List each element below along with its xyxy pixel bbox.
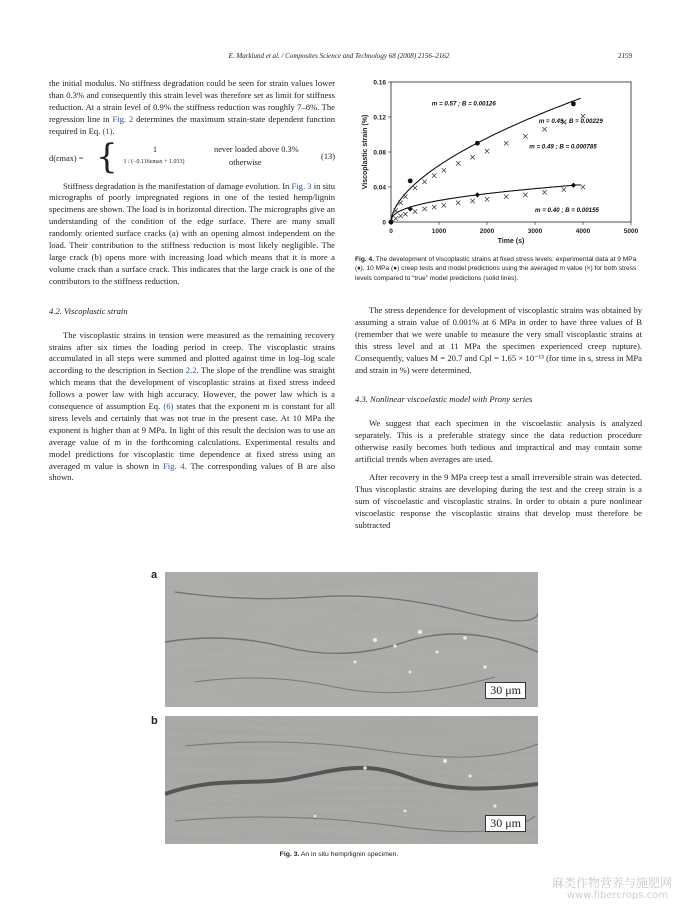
x-axis-label: Time (s) (497, 238, 525, 245)
chart-annotation: m = 0.49 ; B = 0.000785 (529, 143, 597, 151)
figure-4-caption (355, 255, 642, 283)
micrograph-image-b (165, 716, 538, 844)
x-tick-label: 3000 (527, 228, 543, 235)
caption-text: The development of viscoplastic strains at fixed stress levels: experimental data at 9 MPa (♦), 10 MPa (●) creep tests and model predictions using the averaged m value (×) for both stress levels compared to “true” model predictions (solid lines). (355, 256, 637, 282)
caption-text: An in situ hemp/lignin specimen. (300, 851, 399, 858)
paragraph: We suggest that each specimen in the viscoelastic analysis is analyzed separately. This is a preferable strategy since the data reduction procedure otherwise easily becomes both tedious and impractical and may contain some artificial trends when averages are used. (355, 418, 642, 465)
x-tick-label: 1000 (431, 228, 447, 235)
chart-annotation: m = 0.40 ; B = 0.00155 (535, 206, 599, 214)
y-axis-label: Viscoplastic strain (%) (362, 114, 369, 190)
watermark-text: 麻类作物营养与施肥网 (551, 876, 672, 890)
data-point-10mpa (475, 141, 480, 146)
data-point-10mpa (571, 101, 576, 106)
equation-case2-condition: otherwise (229, 157, 262, 167)
y-tick-label: 0.16 (373, 79, 386, 87)
figure-link[interactable]: Fig. 2 (112, 113, 134, 124)
figure-3-caption (0, 851, 678, 858)
scale-bar-a: 30 μm (485, 682, 526, 699)
micrograph-image-a (165, 572, 538, 707)
x-tick-label: 5000 (623, 228, 639, 235)
y-tick-label: 0.04 (373, 184, 386, 192)
equation-lhs: d(εmax) = (49, 153, 84, 163)
paragraph: the initial modulus. No stiffness degradation could be seen for strain values lower than 0.3% and consequently this strain level was therefore set as limit for stiffness reduction. At a strain level of 0.9% the stiffness reduction was roughly 7–8%. The regression line in Fig. 2 determines the maximum strain-state dependent function required in Eq. (1). (49, 78, 336, 136)
y-tick-label: 0.12 (373, 114, 386, 122)
equation-case1-value: 1 (152, 144, 158, 154)
y-tick-label: 0 (382, 219, 386, 227)
x-tick-label: 2000 (479, 228, 495, 235)
x-tick-label: 0 (389, 228, 393, 235)
panel-label-b: b (151, 715, 158, 727)
chart-annotation: m = 0.57 ; B = 0.00126 (431, 100, 496, 108)
caption-label: Fig. 4. (355, 256, 375, 263)
chart-annotation: m = 0.49 ; B = 0.00229 (538, 118, 603, 126)
page-number: 2159 (618, 52, 632, 60)
scale-bar-b: 30 μm (485, 815, 526, 832)
figure-4-chart (355, 78, 643, 254)
equation-link[interactable]: (6) (163, 401, 174, 412)
section-heading: 4.3. Nonlinear viscoelastic model with Prony series (355, 394, 533, 405)
panel-label-a: a (151, 569, 158, 581)
viscoplastic-strain-chart (355, 78, 643, 254)
right-column (355, 305, 642, 532)
left-column (49, 78, 335, 484)
watermark-url: www.fibercrops.com (566, 890, 668, 901)
figure-link[interactable]: Fig. 3 (291, 180, 312, 191)
equation-number: (13) (321, 151, 335, 161)
section-link[interactable]: 2.2 (185, 365, 197, 376)
journal-citation: E. Marklund et al. / Composites Science and Technology 68 (2008) 2156–2162 (228, 52, 450, 60)
figure-link[interactable]: Fig. 4 (162, 460, 185, 471)
data-point-10mpa (408, 178, 413, 183)
plot-area (391, 82, 631, 222)
equation-case1-condition: never loaded above 0.3% (214, 144, 299, 154)
paragraph: Stiffness degradation is the manifestation of damage evolution. In Fig. 3 in situ micrographs of poorly impregnated regions in one of the tested hemp/lignin specimens are shown. The load is in horizontal direction. The micrographs give an understanding of the condition of the edge surface. There are many small randomly oriented surface cracks (a) with an opening almost independent on the load. Their contribution to the stiffness reduction is most likely negligible. The large crack (b) opens more with increasing load which means that it is more a volume crack than a surface crack. This indicates that the large crack is one of the contributors to the stiffness reduction. (49, 180, 335, 286)
micrograph-b (165, 716, 538, 844)
y-tick-label: 0.08 (373, 149, 386, 157)
section-heading: 4.2. Viscoplastic strain (49, 305, 128, 316)
equation-link[interactable]: (1) (102, 125, 113, 136)
paragraph: The viscoplastic strains in tension were measured as the remaining recovery strains after six times the loading period in creep. The viscoplastic strains accumulated in all steps were summed and plotted against time in log–log scale according to the description in Section 2.2. The slope of the trendline was straight which means that the development of viscoplastic strains at fixed stress indeed follows a power law with high accuracy. However, the power law which is a consequence of assumption Eq. (6) states that the exponent m is constant for all stress levels and certainly that was not true in the present case. At 10 MPa the exponent is higher than at 9 MPa. In light of this result the decision was to use an average value of m in the forthcoming calculations. Experimental results and model predictions for viscoplastic time dependence at fixed stress using an averaged m value is shown in Fig. 4. The corresponding values of B are also shown. (49, 329, 336, 483)
caption-label: Fig. 3. (279, 851, 300, 858)
paragraph: The stress dependence for development of viscoplastic strains was obtained by assuming a strain value of 0.001% at 6 MPa in order to have three values of B (remember that we were unable to measure the very small viscoplastic strains at this stress level and at 11 MPa the specimen experienced creep rupture). Consequently, values M = 20.7 and Cpl = 1.65 × 10⁻¹³ (for time in s, stress in MPa and strain in %) were determined. (355, 305, 642, 375)
x-tick-label: 4000 (575, 228, 591, 235)
equation-13 (49, 136, 335, 177)
equation-brace: { (96, 136, 118, 177)
micrograph-a (165, 572, 538, 707)
equation-case2-value: 1 / (−0.116εmax + 1.033) (123, 158, 185, 165)
paragraph: After recovery in the 9 MPa creep test a small irreversible strain was detected. Thus viscoplastic strains are developing during the test and the creep strain is a sum of viscoelastic and viscoplastic strains. In order to obtain a pure nonlinear viscoelastic response the viscoplastic strains that develop must therefore be subtracted (355, 471, 642, 530)
